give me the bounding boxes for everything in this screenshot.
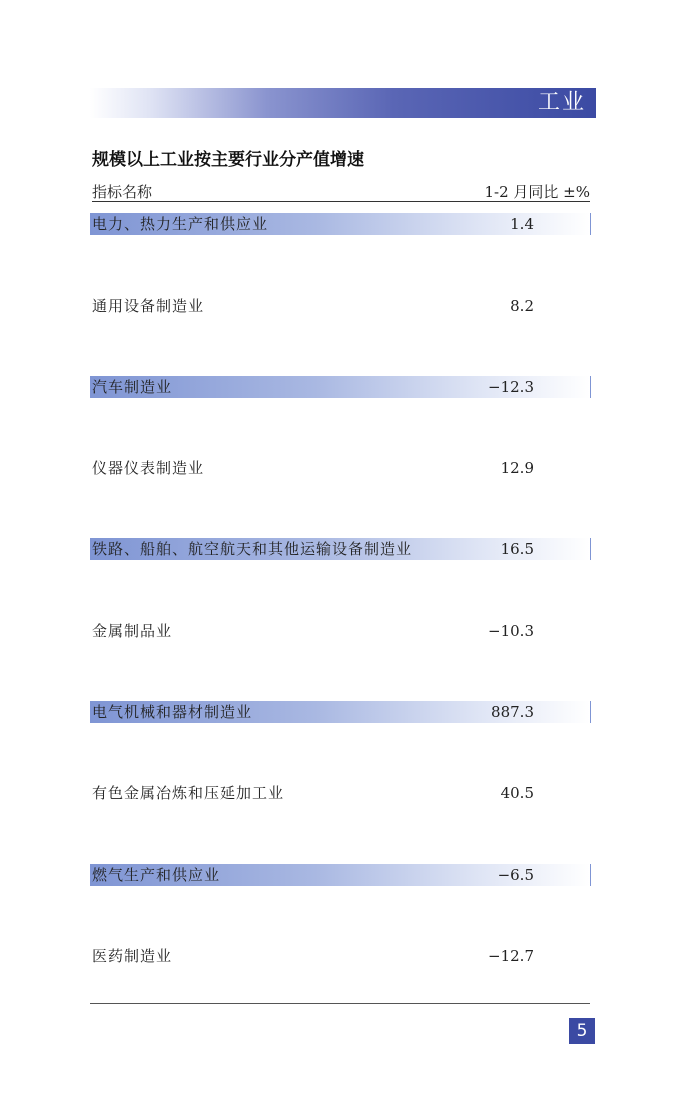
- column-header-value: 1-2 月同比 ±%: [484, 183, 590, 201]
- table-row: [90, 295, 590, 317]
- section-title: 工业: [537, 90, 586, 115]
- row-name: 燃气生产和供应业: [92, 866, 221, 884]
- row-value: 1.4: [510, 215, 534, 233]
- table-row: [90, 864, 591, 886]
- table-row: [90, 538, 591, 560]
- row-name: 通用设备制造业: [92, 297, 205, 315]
- table-row: [90, 213, 591, 235]
- row-name: 电气机械和器材制造业: [92, 703, 253, 721]
- table-column-header: [92, 181, 590, 202]
- row-name: 金属制品业: [92, 622, 173, 640]
- row-value: −10.3: [488, 622, 534, 640]
- row-name: 仪器仪表制造业: [92, 459, 205, 477]
- footer-divider: [90, 1003, 590, 1004]
- table-row: [90, 376, 591, 398]
- row-value: −12.7: [488, 947, 534, 965]
- table-title: 规模以上工业按主要行业分产值增速: [92, 150, 364, 170]
- row-value: −12.3: [488, 378, 534, 396]
- table-row: [90, 620, 590, 642]
- row-name: 汽车制造业: [92, 378, 173, 396]
- row-value: 8.2: [510, 297, 534, 315]
- row-name: 电力、热力生产和供应业: [92, 215, 269, 233]
- row-name: 有色金属冶炼和压延加工业: [92, 784, 285, 802]
- row-name: 铁路、船舶、航空航天和其他运输设备制造业: [92, 540, 413, 558]
- table-row: [90, 457, 590, 479]
- table-row: [90, 701, 591, 723]
- row-value: 40.5: [500, 784, 534, 802]
- column-header-name: 指标名称: [92, 183, 153, 201]
- table-row: [90, 945, 590, 967]
- table-row: [90, 782, 590, 804]
- row-value: 16.5: [500, 540, 534, 558]
- row-name: 医药制造业: [92, 947, 173, 965]
- section-header-bar: [90, 88, 596, 118]
- page-number: 5: [569, 1018, 595, 1044]
- row-value: −6.5: [497, 866, 534, 884]
- row-value: 887.3: [491, 703, 534, 721]
- row-value: 12.9: [500, 459, 534, 477]
